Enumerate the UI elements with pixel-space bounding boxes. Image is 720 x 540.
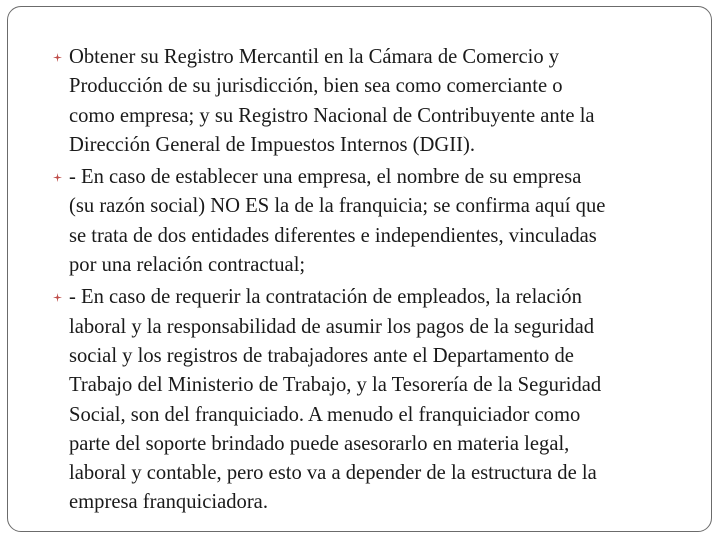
bullet-list xyxy=(52,43,702,521)
bullet-item-3 xyxy=(52,283,702,517)
bullet-item-2 xyxy=(52,163,702,280)
slide-frame xyxy=(7,6,712,532)
decorative-bullet-icon xyxy=(52,172,63,183)
bullet-text-2: - En caso de establecer una empresa, el nombre de su empresa (su razón social) NO ES la de la franquicia; se confirma aquí que se trata de dos entidades diferentes e independientes, vinculadas por una relación contractual; xyxy=(69,166,606,277)
bullet-text-3: - En caso de requerir la contratación de empleados, la relación laboral y la responsabilidad de asumir los pagos de la seguridad social y los registros de trabajadores ante el Departamento de Trabajo del Ministerio de Trabajo, y la Tesorería de la Seguridad Social, son del franquiciado. A menudo el franquiciador como parte del soporte brindado puede asesorarlo en materia legal, laboral y contable, pero esto va a depender de la estructura de la empresa franquiciadora. xyxy=(69,286,602,514)
decorative-bullet-icon xyxy=(52,52,63,63)
decorative-bullet-icon xyxy=(52,292,63,303)
bullet-item-1 xyxy=(52,43,702,160)
bullet-text-1: Obtener su Registro Mercantil en la Cámara de Comercio y Producción de su jurisdicción, bien sea como comerciante o como empresa; y su Registro Nacional de Contribuyente ante la Dirección General de Impuestos Internos (DGII). xyxy=(69,46,595,156)
